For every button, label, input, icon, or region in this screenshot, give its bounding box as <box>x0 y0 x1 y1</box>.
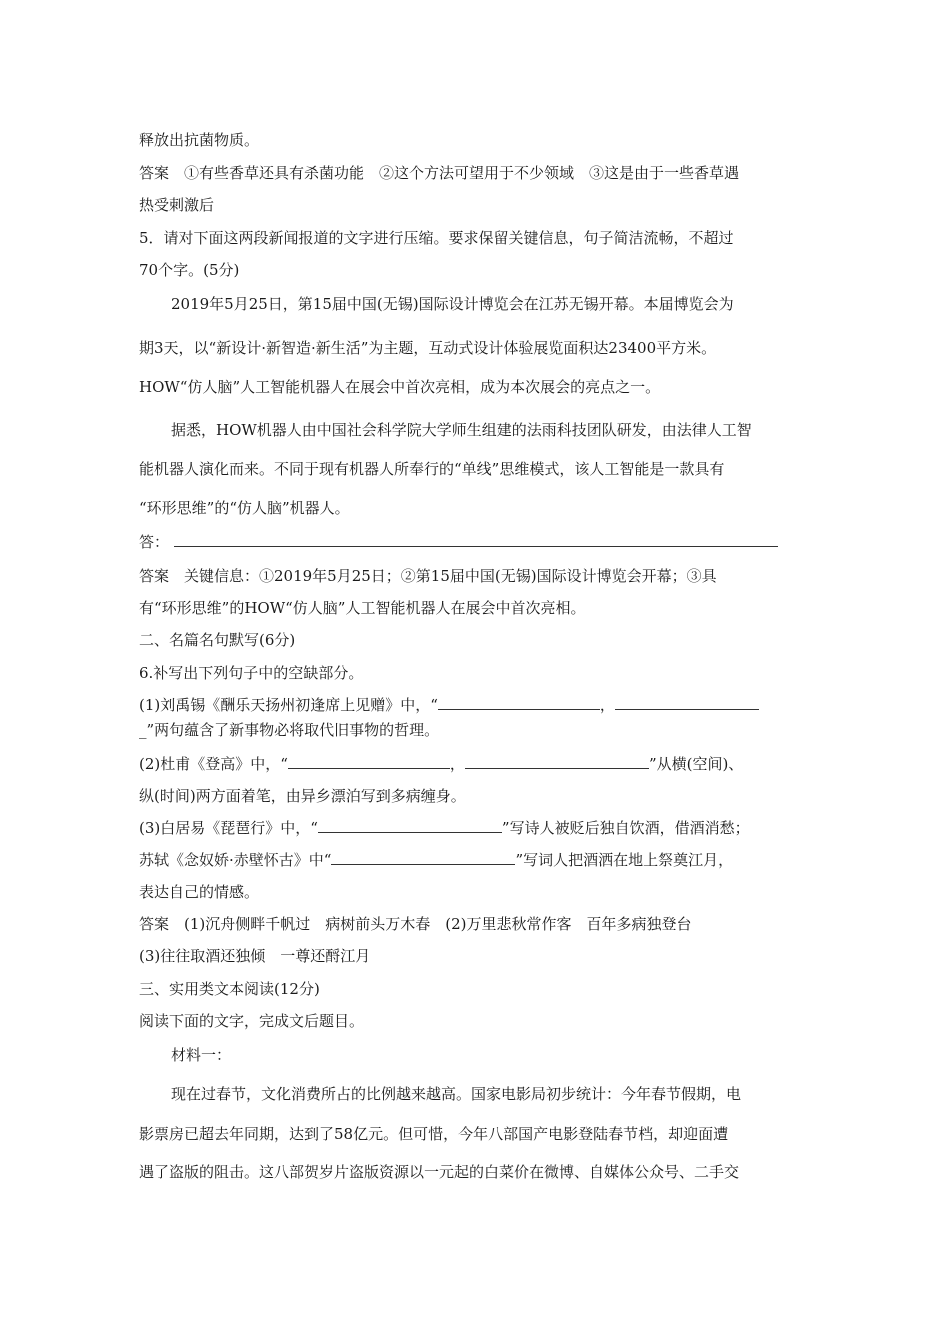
paragraph-line: 2019年5月25日，第15届中国(无锡)国际设计博览会在江苏无锡开幕。本届博览会为 <box>171 295 734 313</box>
fill-in-item-1-cont: _”两句蕴含了新事物必将取代旧事物的哲理。 <box>139 721 440 739</box>
text-line: 释放出抗菌物质。 <box>139 131 260 149</box>
item-text: ， <box>449 755 465 773</box>
question-6: 6.补写出下列句子中的空缺部分。 <box>139 664 364 682</box>
paragraph-line: HOW“仿人脑”人工智能机器人在展会中首次亮相，成为本次展会的亮点之一。 <box>139 378 661 396</box>
answer-blank-line <box>174 546 778 547</box>
paragraph-line: 据悉，HOW机器人由中国社会科学院大学师生组建的法雨科技团队研发，由法律人工智 <box>171 421 752 439</box>
item-text: ”写词人把酒洒在地上祭奠江月， <box>515 851 734 869</box>
fill-blank <box>615 695 759 710</box>
fill-in-item-3 <box>139 818 750 838</box>
material-heading: 材料一： <box>171 1046 232 1064</box>
answer-line: (3)往往取酒还独倾 一尊还酹江月 <box>139 947 371 965</box>
item-text: (1)刘禹锡《酬乐天扬州初逢席上见赠》中，“ <box>139 696 438 714</box>
section-heading: 三、实用类文本阅读(12分) <box>139 980 320 998</box>
fill-in-item-3-cont: 表达自己的情感。 <box>139 883 260 901</box>
item-text: 苏轼《念奴娇·赤壁怀古》中“ <box>139 851 332 869</box>
paragraph-line: 影票房已超去年同期，达到了58亿元。但可惜，今年八部国产电影登陆春节档，却迎面遭 <box>139 1125 729 1143</box>
fill-blank <box>331 850 515 865</box>
fill-in-item-1 <box>139 695 759 715</box>
fill-in-item-3-cont <box>139 850 733 870</box>
item-text: ”写诗人被贬后独自饮酒，借酒消愁； <box>501 819 750 837</box>
answer-line: 热受刺激后 <box>139 196 215 214</box>
question-5: 5．请对下面这两段新闻报道的文字进行压缩。要求保留关键信息，句子简洁流畅，不超过 <box>139 229 734 247</box>
paragraph-line: 现在过春节，文化消费所占的比例越来越高。国家电影局初步统计：今年春节假期，电 <box>171 1085 742 1103</box>
paragraph-line: 能机器人演化而来。不同于现有机器人所奉行的“单线”思维模式，该人工智能是一款具有 <box>139 460 725 478</box>
fill-in-item-2-cont: 纵(时间)两方面着笔，由异乡漂泊写到多病缠身。 <box>139 787 466 805</box>
paragraph-line: 期3天，以“新设计·新智造·新生活”为主题，互动式设计体验展览面积达23400平方米。 <box>139 339 717 357</box>
item-text: (2)杜甫《登高》中，“ <box>139 755 288 773</box>
fill-blank <box>318 818 502 833</box>
paragraph-line: 遇了盗版的阻击。这八部贺岁片盗版资源以一元起的白菜价在微博、自媒体公众号、二手交 <box>139 1163 740 1181</box>
paragraph-line: “环形思维”的“仿人脑”机器人。 <box>139 499 350 517</box>
fill-blank <box>288 754 450 769</box>
answer-line: 答案 关键信息：①2019年5月25日；②第15届中国(无锡)国际设计博览会开幕；③具 <box>139 567 717 585</box>
answer-line: 有“环形思维”的HOW“仿人脑”人工智能机器人在展会中首次亮相。 <box>139 599 586 617</box>
fill-blank <box>438 695 600 710</box>
fill-in-item-2 <box>139 754 743 774</box>
answer-line: 答案 ①有些香草还具有杀菌功能 ②这个方法可望用于不少领域 ③这是由于一些香草遇 <box>139 164 740 182</box>
section-heading: 二、名篇名句默写(6分) <box>139 631 296 649</box>
item-text: (3)白居易《琵琶行》中，“ <box>139 819 318 837</box>
instruction-line: 阅读下面的文字，完成文后题目。 <box>139 1012 365 1030</box>
answer-label: 答： <box>139 533 170 551</box>
fill-blank <box>465 754 649 769</box>
answer-line: 答案 (1)沉舟侧畔千帆过 病树前头万木春 (2)万里悲秋常作客 百年多病独登台 <box>139 915 692 933</box>
item-text: ， <box>599 696 615 714</box>
item-text: ”从横(空间)、 <box>648 755 744 773</box>
question-5-score: 70个字。(5分) <box>139 261 240 279</box>
